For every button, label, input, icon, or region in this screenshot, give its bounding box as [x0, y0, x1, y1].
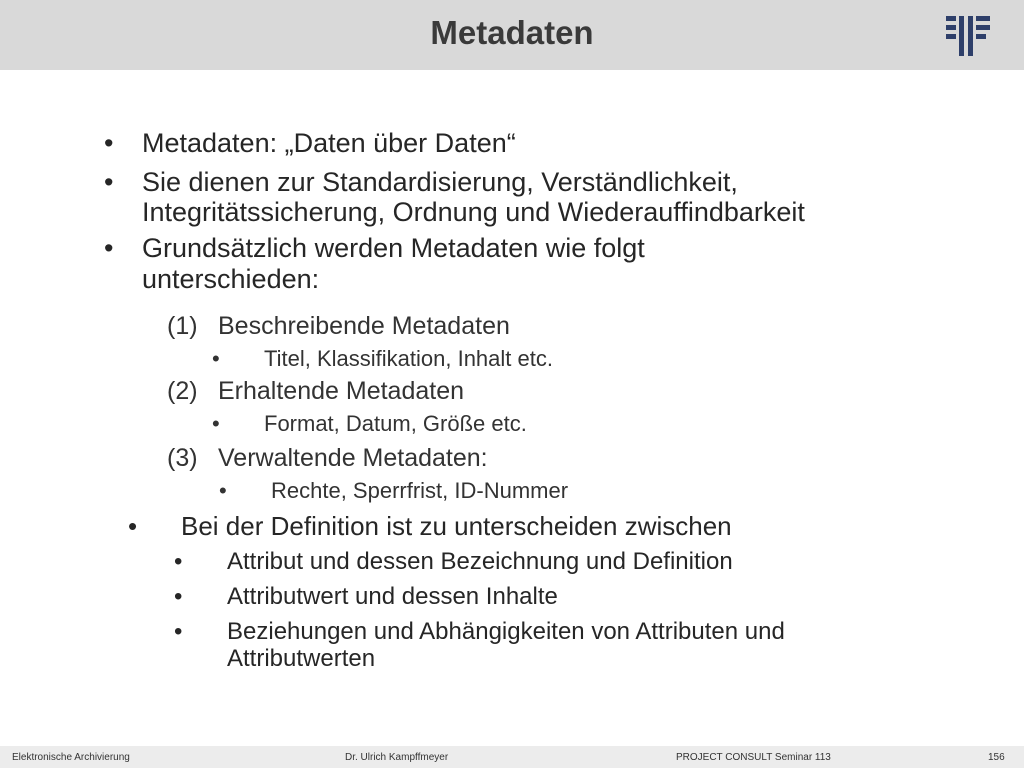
bullet-text: Metadaten: „Daten über Daten“	[142, 128, 516, 158]
definition-item: Attributwerten	[227, 645, 376, 672]
category-label: Verwaltende Metadaten:	[218, 444, 488, 472]
list-number: (1)	[167, 312, 198, 340]
bullet-marker: •	[219, 478, 227, 503]
category-detail: Rechte, Sperrfrist, ID-Nummer	[271, 478, 569, 503]
pc-logo-icon	[944, 14, 994, 58]
definition-item: Attributwert und dessen Inhalte	[227, 583, 558, 610]
bullet-text: unterschieden:	[142, 264, 320, 294]
bullet-marker: •	[104, 128, 114, 158]
bullet-text: Integritätssicherung, Ordnung und Wiederauffindbarkeit	[142, 197, 805, 227]
category-label: Erhaltende Metadaten	[218, 377, 465, 405]
slide-title: Metadaten	[430, 14, 594, 51]
list-number: (2)	[167, 377, 198, 405]
definition-item: Attribut und dessen Bezeichnung und Definition	[227, 548, 733, 575]
slide-footer	[0, 746, 1024, 768]
footer-course: Elektronische Archivierung	[12, 752, 130, 763]
category-label: Beschreibende Metadaten	[218, 312, 510, 340]
bullet-marker: •	[174, 548, 183, 575]
category-detail: Format, Datum, Größe etc.	[264, 411, 527, 436]
definition-heading: Bei der Definition ist zu unterscheiden zwischen	[181, 511, 732, 541]
slide-header	[0, 0, 1024, 70]
bullet-text: Grundsätzlich werden Metadaten wie folgt	[142, 233, 645, 263]
bullet-marker: •	[174, 618, 183, 645]
category-detail: Titel, Klassifikation, Inhalt etc.	[264, 346, 553, 371]
page-number: 156	[988, 752, 1005, 763]
definition-item: Beziehungen und Abhängigkeiten von Attributen und	[227, 618, 785, 645]
bullet-text: Sie dienen zur Standardisierung, Verständlichkeit,	[142, 167, 738, 197]
list-number: (3)	[167, 444, 198, 472]
bullet-marker: •	[212, 411, 220, 436]
bullet-marker: •	[104, 233, 114, 263]
footer-author: Dr. Ulrich Kampffmeyer	[345, 752, 449, 763]
bullet-marker: •	[104, 167, 114, 197]
bullet-marker: •	[174, 583, 183, 610]
bullet-marker: •	[128, 511, 138, 541]
bullet-marker: •	[212, 346, 220, 371]
footer-seminar: PROJECT CONSULT Seminar 113	[676, 752, 831, 763]
